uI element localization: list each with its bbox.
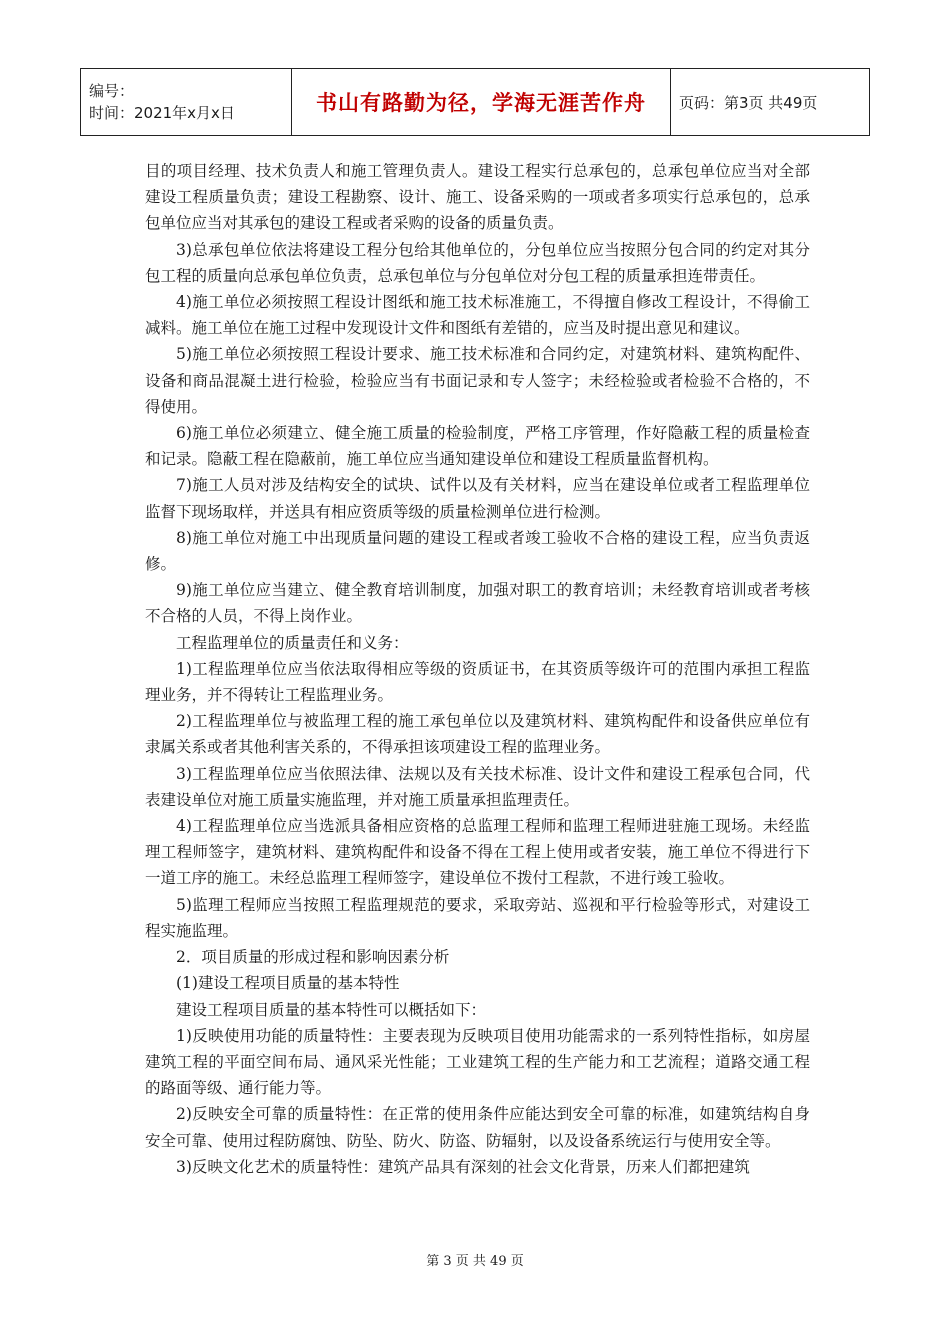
body-paragraph: 4)施工单位必须按照工程设计图纸和施工技术标准施工，不得擅自修改工程设计，不得偷工减料。施工单位在施工过程中发现设计文件和图纸有差错的，应当及时提出意见和建议。 [145, 293, 810, 338]
body-paragraph: 建设工程项目质量的基本特性可以概括如下： [176, 1000, 487, 1019]
document-body [145, 158, 810, 1180]
body-paragraph: 1)反映使用功能的质量特性：主要表现为反映项目使用功能需求的一系列特性指标，如房屋建筑工程的平面空间布局、通风采光性能；工业建筑工程的生产能力和工艺流程；道路交通工程的路面等级、通行能力等。 [145, 1026, 810, 1098]
header-motto-cell [292, 69, 671, 136]
body-paragraph: 7)施工人员对涉及结构安全的试块、试件以及有关材料，应当在建设单位或者工程监理单位监督下现场取样，并送具有相应资质等级的质量检测单位进行检测。 [145, 476, 810, 521]
header-page-number: 页码：第3页 共49页 [679, 93, 818, 112]
body-paragraph: 2)反映安全可靠的质量特性：在正常的使用条件应能达到安全可靠的标准，如建筑结构自身安全可靠、使用过程防腐蚀、防坠、防火、防盗、防辐射，以及设备系统运行与使用安全等。 [145, 1105, 810, 1150]
body-paragraph: 2)工程监理单位与被监理工程的施工承包单位以及建筑材料、建筑构配件和设备供应单位有隶属关系或者其他利害关系的，不得承担该项建设工程的监理业务。 [145, 712, 810, 757]
document-time-label: 时间：2021年x月x日 [89, 104, 235, 122]
footer-page-number: 第 3 页 共 49 页 [426, 1254, 524, 1269]
page-footer [0, 1250, 950, 1269]
header-meta [81, 69, 292, 136]
body-paragraph: 6)施工单位必须建立、健全施工质量的检验制度，严格工序管理，作好隐蔽工程的质量检查和记录。隐蔽工程在隐蔽前，施工单位应当通知建设单位和建设工程质量监督机构。 [145, 424, 810, 469]
body-paragraph: 2．项目质量的形成过程和影响因素分析 [176, 948, 450, 967]
header-motto: 书山有路勤为径，学海无涯苦作舟 [316, 91, 646, 115]
body-paragraph: (1)建设工程项目质量的基本特性 [176, 974, 400, 993]
body-paragraph: 工程监理单位的质量责任和义务： [176, 633, 409, 652]
body-paragraph: 9)施工单位应当建立、健全教育培训制度，加强对职工的教育培训；未经教育培训或者考核不合格的人员，不得上岗作业。 [145, 581, 810, 626]
body-paragraph: 5)监理工程师应当按照工程监理规范的要求，采取旁站、巡视和平行检验等形式，对建设工程实施监理。 [145, 895, 810, 940]
document-number-label: 编号： [89, 82, 135, 100]
body-paragraph: 目的项目经理、技术负责人和施工管理负责人。建设工程实行总承包的，总承包单位应当对全部建设工程质量负责；建设工程勘察、设计、施工、设备采购的一项或者多项实行总承包的，总承包单位应当对其承包的建设工程或者采购的设备的质量负责。 [145, 162, 810, 233]
header-page-cell [671, 69, 870, 136]
body-paragraph: 1)工程监理单位应当依法取得相应等级的资质证书，在其资质等级许可的范围内承担工程监理业务，并不得转让工程监理业务。 [145, 659, 810, 705]
body-paragraph: 8)施工单位对施工中出现质量问题的建设工程或者竣工验收不合格的建设工程，应当负责返修。 [145, 528, 810, 574]
body-paragraph: 3)工程监理单位应当依照法律、法规以及有关技术标准、设计文件和建设工程承包合同，代表建设单位对施工质量实施监理，并对施工质量承担监理责任。 [145, 764, 810, 809]
body-paragraph: 4)工程监理单位应当选派具备相应资格的总监理工程师和监理工程师进驻施工现场。未经监理工程师签字，建筑材料、建筑构配件和设备不得在工程上使用或者安装，施工单位不得进行下一道工序的施工。未经总监理工程师签字，建设单位不拨付工程款，不进行竣工验收。 [145, 817, 810, 888]
page-header [80, 68, 870, 136]
body-paragraph: 3)总承包单位依法将建设工程分包给其他单位的，分包单位应当按照分包合同的约定对其分包工程的质量向总承包单位负责，总承包单位与分包单位对分包工程的质量承担连带责任。 [145, 240, 810, 285]
body-paragraph: 5)施工单位必须按照工程设计要求、施工技术标准和合同约定，对建筑材料、建筑构配件、设备和商品混凝土进行检验，检验应当有书面记录和专人签字；未经检验或者检验不合格的，不得使用。 [145, 345, 810, 416]
body-paragraph: 3)反映文化艺术的质量特性：建筑产品具有深刻的社会文化背景，历来人们都把建筑 [176, 1157, 750, 1176]
